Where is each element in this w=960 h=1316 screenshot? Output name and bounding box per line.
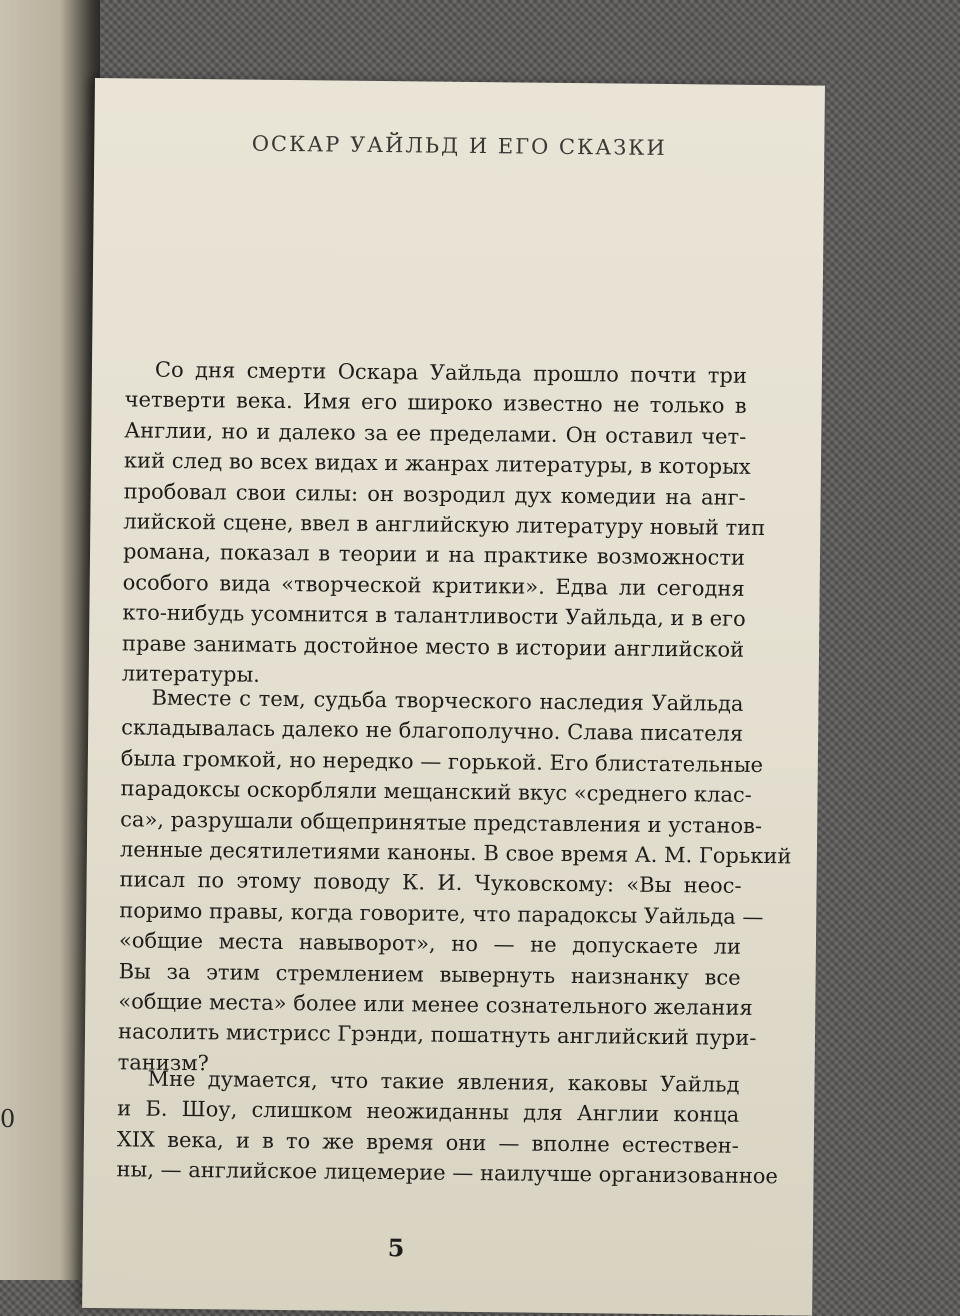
text-line: литературы. [121,661,261,687]
text-line: кто-нибудь усомнится в талантливости Уайльда, и в его [122,600,746,631]
book-page [82,78,825,1316]
text-line: Со дня смерти Оскара Уайльда прошло почти три [154,357,748,388]
text-line: XIX века, и в то же время они — вполне естествен- [116,1127,739,1158]
text-line: праве занимать достойное место в истории английской [121,630,745,662]
paragraph-1 [121,354,766,695]
text-line: Мне думается, что такие явления, каковы Уайльд [147,1066,740,1097]
text-line: Вместе с тем, судьба творческого наследия Уайльда [151,685,744,716]
text-line: писал по этому поводу К. И. Чуковскому: «Вы неос- [119,867,742,899]
text-line: насолить мистрисс Грэнди, пошатнуть английский пури- [117,1019,757,1051]
page-number: 5 [387,1233,405,1263]
text-line: и Б. Шоу, слишком неожиданны для Англии конца [117,1096,740,1128]
text-line: Англии, но и далеко за ее пределами. Он оставил чет- [124,418,747,449]
text-line: парадоксы оскорбляли мещанский вкус «среднего клас- [120,776,752,808]
text-line: складывалась далеко не благополучно. Слава писателя [121,715,744,747]
text-line: танизм? [117,1049,210,1075]
text-line: ленные десятилетиями каноны. В свое время А. М. Горький [119,837,792,869]
text-line: четверти века. Имя его широко известно не только в [124,387,747,419]
text-line: особого вида «творческой критики». Едва ли сегодня [122,570,745,601]
left-page-number-fragment: 0 [0,1105,16,1133]
text-line: пробовал свои силы: он возродил дух комедии на анг- [123,478,746,510]
text-line: са», разрушали общепринятые представления и установ- [120,806,763,838]
paragraph-3 [116,1063,778,1191]
text-line: лийской сцене, ввел в английскую литературу новый тип [123,509,766,540]
text-line: «общие места» более или менее сознательного желания [118,989,753,1020]
text-line: Вы за этим стремлением вывернуть наизнанку все [118,958,741,990]
text-line: ны, — английское лицемерие — наилучше организованное [116,1157,778,1189]
paragraph-2 [117,682,792,1084]
chapter-title: ОСКАР УАЙЛЬД И ЕГО СКАЗКИ [251,131,667,160]
text-line: была громкой, но нередко — горькой. Его блистательные [120,746,764,777]
text-line: «общие места навыворот», но — не допускаете ли [118,928,742,959]
text-line: поримо правы, когда говорите, что парадоксы Уайльда — [119,898,764,929]
text-line: романа, показал в теории и на практике возможности [122,539,746,571]
text-line: кий след во всех видах и жанрах литературы, в которых [123,448,751,480]
